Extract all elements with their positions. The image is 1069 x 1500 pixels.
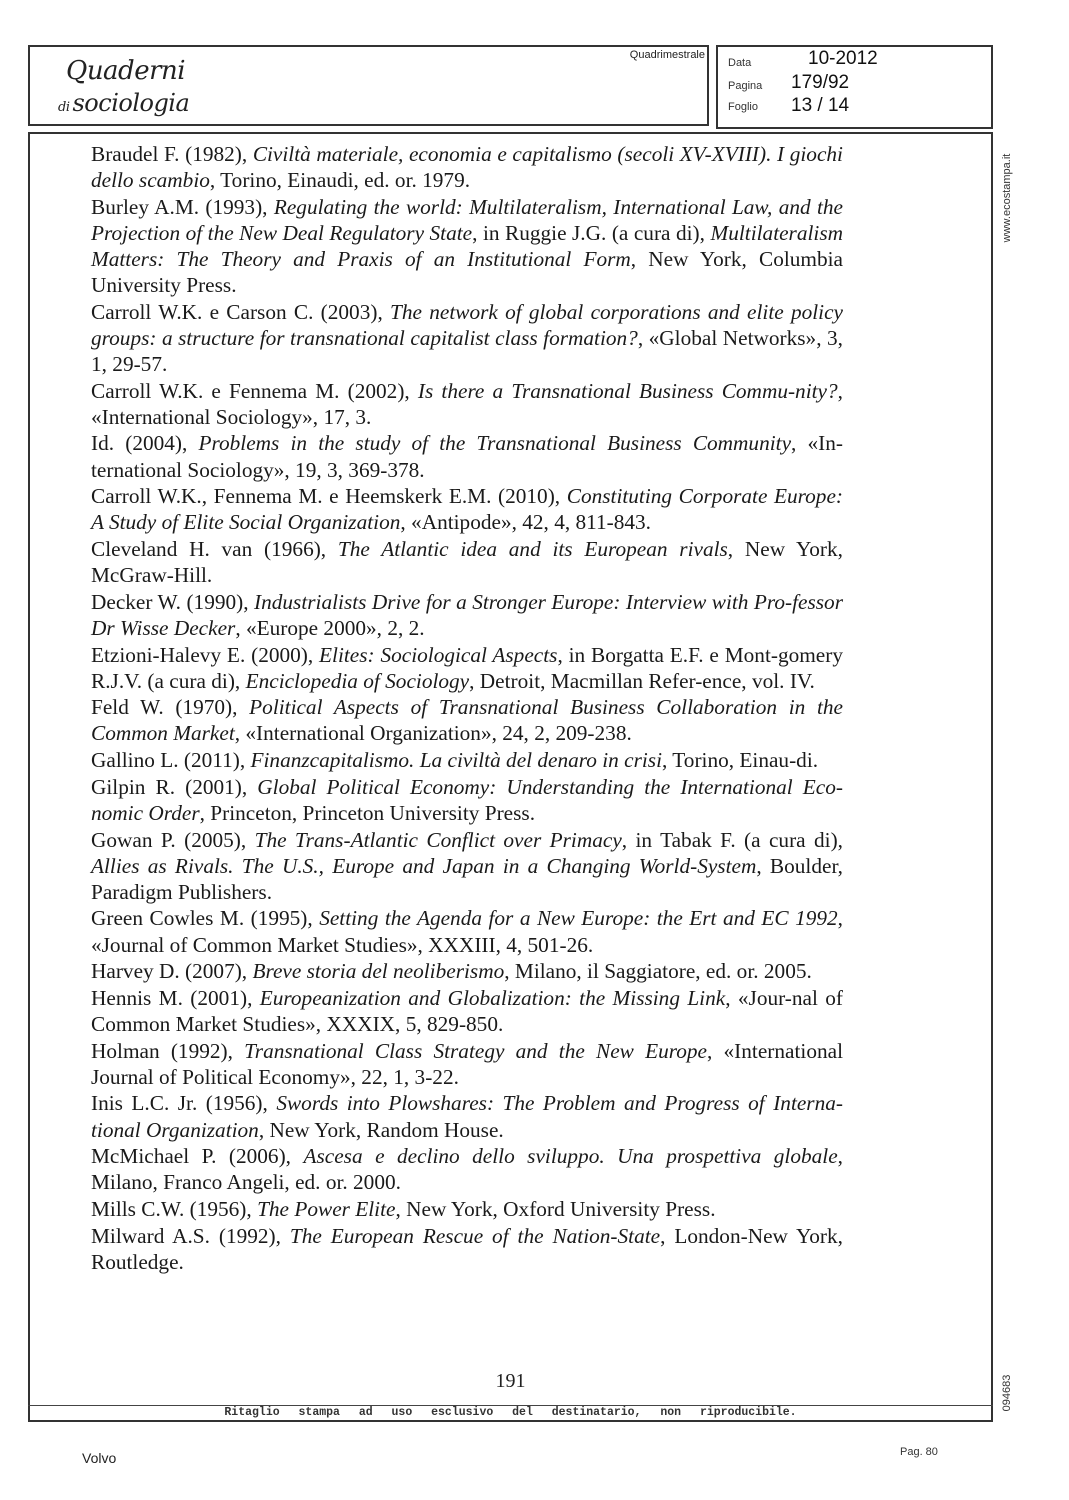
bibliography-entry xyxy=(91,774,843,826)
entry-text: , «Jour-nal of Common Market Studies», XXXIX, 5, 829-850. xyxy=(91,985,843,1036)
entry-text: , in Tabak F. (a cura di), xyxy=(621,827,843,852)
entry-text: Decker W. (1990), xyxy=(91,589,255,614)
bibliography-entry xyxy=(91,905,843,957)
entry-title: Civiltà materiale, economia e capitalismo (secoli XV-XVIII). I giochi dello scambio xyxy=(91,142,843,193)
entry-text: Inis L.C. Jr. (1956), xyxy=(91,1091,277,1116)
side-url-label xyxy=(1000,138,1014,258)
entry-text: Id. (2004), xyxy=(91,431,199,456)
entry-text: , Milano, il Saggiatore, ed. or. 2005. xyxy=(504,959,812,984)
entry-text: , New York, McGraw-Hill. xyxy=(91,536,843,588)
entry-text: , «Antipode», 42, 4, 811-843. xyxy=(400,510,652,535)
bibliography-entry xyxy=(91,827,843,905)
entry-text: Feld W. (1970), xyxy=(91,695,250,720)
entry-title: The Trans-Atlantic Conflict over Primacy xyxy=(254,827,622,852)
entry-text: Burley A.M. (1993), xyxy=(91,194,274,219)
entry-title: Ascesa e declino dello sviluppo. Una prospettiva globale xyxy=(303,1144,838,1169)
journal-logo-line1: Quaderni xyxy=(66,56,186,86)
entry-title: Problems in the study of the Transnational Business Community xyxy=(198,431,792,456)
entry-title: Regulating the world: Multilateralism, International Law, and the Projection of the New Deal Regulatory State xyxy=(91,194,843,245)
entry-text: , Torino, Einaudi, ed. or. 1979. xyxy=(209,168,471,193)
entry-text: , in Borgatta E.F. e Mont-gomery R.J.V. (a cura di), xyxy=(91,642,844,693)
entry-text: , «International Journal of Political Economy», 22, 1, 3-22. xyxy=(91,1038,843,1089)
logo-di: di xyxy=(58,100,70,115)
entry-text: , Boulder, Paradigm Publishers. xyxy=(91,853,844,904)
side-code-text: 094683 xyxy=(1001,1374,1013,1412)
bibliography-entry xyxy=(91,1143,843,1195)
page-number: 191 xyxy=(495,1370,526,1392)
entry-text: , «International Organization», 24, 2, 209-238. xyxy=(234,721,632,746)
bibliography-entry xyxy=(91,1090,843,1142)
entry-text: , «International Sociology», 17, 3. xyxy=(91,378,843,429)
entry-text: , London-New York, Routledge. xyxy=(91,1223,843,1274)
entry-text: Mills C.W. (1956), xyxy=(91,1197,258,1222)
entry-text: , New York, Oxford University Press. xyxy=(395,1197,716,1222)
entry-text: Milward A.S. (1992), xyxy=(91,1223,290,1248)
meta-label-data: Data xyxy=(728,57,752,69)
bibliography-entry xyxy=(91,589,843,641)
bibliography-entry xyxy=(91,694,843,746)
entry-text: Carroll W.K. e Carson C. (2003), xyxy=(91,299,391,324)
logo-sociologia: sociologia xyxy=(72,89,190,117)
entry-text: , «Global Networks», 3, 1, 29-57. xyxy=(91,325,843,376)
entry-title: Industrialists Drive for a Stronger Europe: Interview with Pro-fessor Dr Wisse Decker xyxy=(91,589,843,640)
bibliography-entry xyxy=(91,194,843,298)
entry-title: Setting the Agenda for a New Europe: the Ert and EC 1992 xyxy=(319,906,838,931)
entry-text: , New York, Columbia University Press. xyxy=(91,246,843,298)
meta-label-foglio: Foglio xyxy=(728,101,758,113)
client-name: Volvo xyxy=(82,1450,117,1466)
entry-text: Green Cowles M. (1995), xyxy=(91,906,320,931)
entry-title: Constituting Corporate Europe: A Study of Elite Social Organization xyxy=(91,484,844,535)
entry-title: Swords into Plowshares: The Problem and Progress of Interna-tional Organization xyxy=(91,1091,843,1142)
entry-text: Gallino L. (2011), xyxy=(91,748,251,773)
entry-text: , Milano, Franco Angeli, ed. or. 2000. xyxy=(91,1144,843,1195)
meta-value-pagina: 179/92 xyxy=(791,72,850,93)
entry-text: , «Europe 2000», 2, 2. xyxy=(235,615,425,640)
entry-title: Elites: Sociological Aspects xyxy=(319,642,558,667)
entry-text: Carroll W.K. e Fennema M. (2002), xyxy=(91,378,418,403)
meta-value-data: 10-2012 xyxy=(808,48,878,69)
entry-title: The Atlantic idea and its European rivals xyxy=(337,536,728,561)
bibliography-entry xyxy=(91,747,843,773)
periodicity-label: Quadrimestrale xyxy=(629,49,705,61)
entry-title: Europeanization and Globalization: the Missing Link xyxy=(259,985,726,1010)
bibliography-entry xyxy=(91,1196,843,1222)
bibliography-entry xyxy=(91,430,843,482)
entry-title: Finanzcapitalismo. La civiltà del denaro in crisi xyxy=(250,748,663,773)
entry-title: Enciclopedia of Sociology xyxy=(245,668,470,693)
entry-text: Hennis M. (2001), xyxy=(91,985,260,1010)
entry-title: Allies as Rivals. The U.S., Europe and Japan in a Changing World-System xyxy=(91,853,757,878)
entry-text: Harvey D. (2007), xyxy=(91,959,253,984)
entry-text: McMichael P. (2006), xyxy=(91,1144,304,1169)
meta-label-pagina: Pagina xyxy=(728,80,763,92)
entry-title: Transnational Class Strategy and the New Europe xyxy=(244,1038,707,1063)
entry-text: , Detroit, Macmillan Refer-ence, vol. IV. xyxy=(469,668,815,693)
bibliography-entry xyxy=(91,378,843,430)
entry-text: , «In-ternational Sociology», 19, 3, 369-378. xyxy=(91,431,843,482)
entry-title: The European Rescue of the Nation-State xyxy=(289,1223,661,1248)
copyright-notice: Ritaglio stampa ad uso esclusivo del destinatario, non riproducibile. xyxy=(224,1406,797,1419)
bibliography-entry xyxy=(91,299,843,377)
entry-text: Etzioni-Halevy E. (2000), xyxy=(91,642,320,667)
entry-text: , Torino, Einau-di. xyxy=(662,748,819,773)
bibliography-entry xyxy=(91,642,843,694)
entry-text: Braudel F. (1982), xyxy=(91,142,253,166)
side-url-text: www.ecostampa.it xyxy=(1001,153,1013,243)
bibliography-entry xyxy=(91,1223,843,1275)
meta-value-foglio: 13 / 14 xyxy=(791,95,850,116)
entry-text: Cleveland H. van (1966), xyxy=(91,536,338,561)
entry-text: , in Ruggie J.G. (a cura di), xyxy=(472,220,711,245)
journal-logo-line2 xyxy=(58,89,189,117)
bibliography-entry xyxy=(91,1038,843,1090)
bibliography-entry xyxy=(91,483,843,535)
entry-title: Breve storia del neoliberismo xyxy=(252,959,505,984)
entry-title: Global Political Economy: Understanding the International Eco-nomic Order xyxy=(91,774,843,825)
entry-text: Holman (1992), xyxy=(91,1038,245,1063)
entry-text: Gilpin R. (2001), xyxy=(91,774,258,799)
bibliography-list xyxy=(91,141,843,1276)
bibliography-entry xyxy=(91,958,843,984)
entry-title: Multilateralism Matters: The Theory and Praxis of an Institutional Form xyxy=(91,220,843,271)
bibliography-entry xyxy=(91,536,843,588)
entry-text: Carroll W.K., Fennema M. e Heemskerk E.M. (2010), xyxy=(91,484,567,509)
entry-title: Political Aspects of Transnational Business Collaboration in the Common Market xyxy=(91,695,843,746)
entry-text: , «Journal of Common Market Studies», XXXIII, 4, 501-26. xyxy=(91,906,843,957)
bibliography-entry xyxy=(91,985,843,1037)
client-page-number: Pag. 80 xyxy=(900,1446,938,1458)
entry-title: Is there a Transnational Business Commu-nity? xyxy=(417,378,838,403)
entry-title: The network of global corporations and elite policy groups: a structure for transnational capitalist class formation? xyxy=(91,299,843,350)
bibliography-entry xyxy=(91,141,843,193)
entry-title: The Power Elite xyxy=(257,1197,396,1222)
entry-text: Gowan P. (2005), xyxy=(91,827,255,852)
entry-text: , Princeton, Princeton University Press. xyxy=(199,800,536,825)
entry-text: , New York, Random House. xyxy=(258,1117,504,1142)
